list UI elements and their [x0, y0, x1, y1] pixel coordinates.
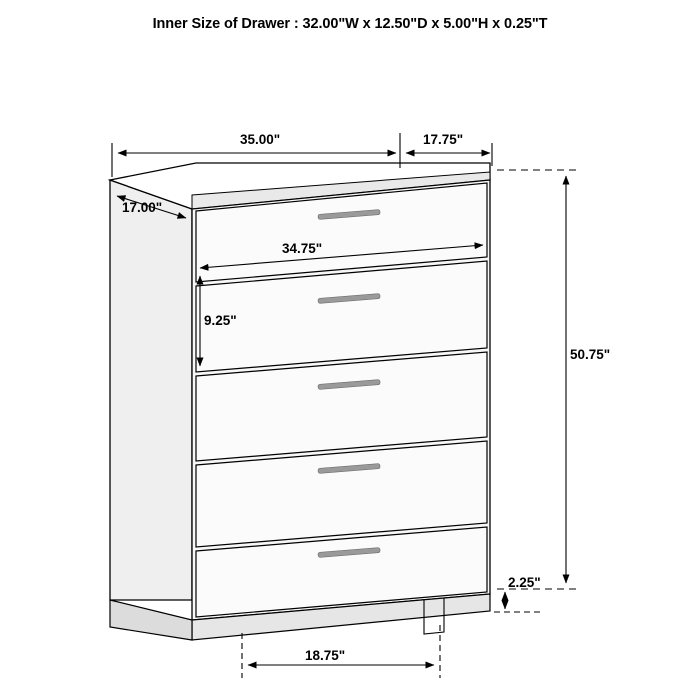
- dim-label-top-depth: 17.75": [423, 132, 464, 147]
- cabinet-left-side: [110, 180, 192, 600]
- dim-label-drawer-height: 9.25": [204, 313, 237, 328]
- dim-label-side-depth: 17.00": [122, 200, 163, 215]
- dim-label-base-width: 18.75": [305, 648, 346, 663]
- dim-label-total-height: 50.75": [570, 347, 611, 362]
- base-plinth-side: [110, 600, 192, 640]
- dim-label-top-width: 35.00": [240, 132, 281, 147]
- dim-label-leg-height: 2.25": [508, 575, 541, 590]
- dim-label-drawer-width: 34.75": [282, 241, 323, 256]
- chest-body: [110, 163, 490, 640]
- page-title: Inner Size of Drawer : 32.00"W x 12.50"D x 5.00"H x 0.25"T: [152, 16, 548, 32]
